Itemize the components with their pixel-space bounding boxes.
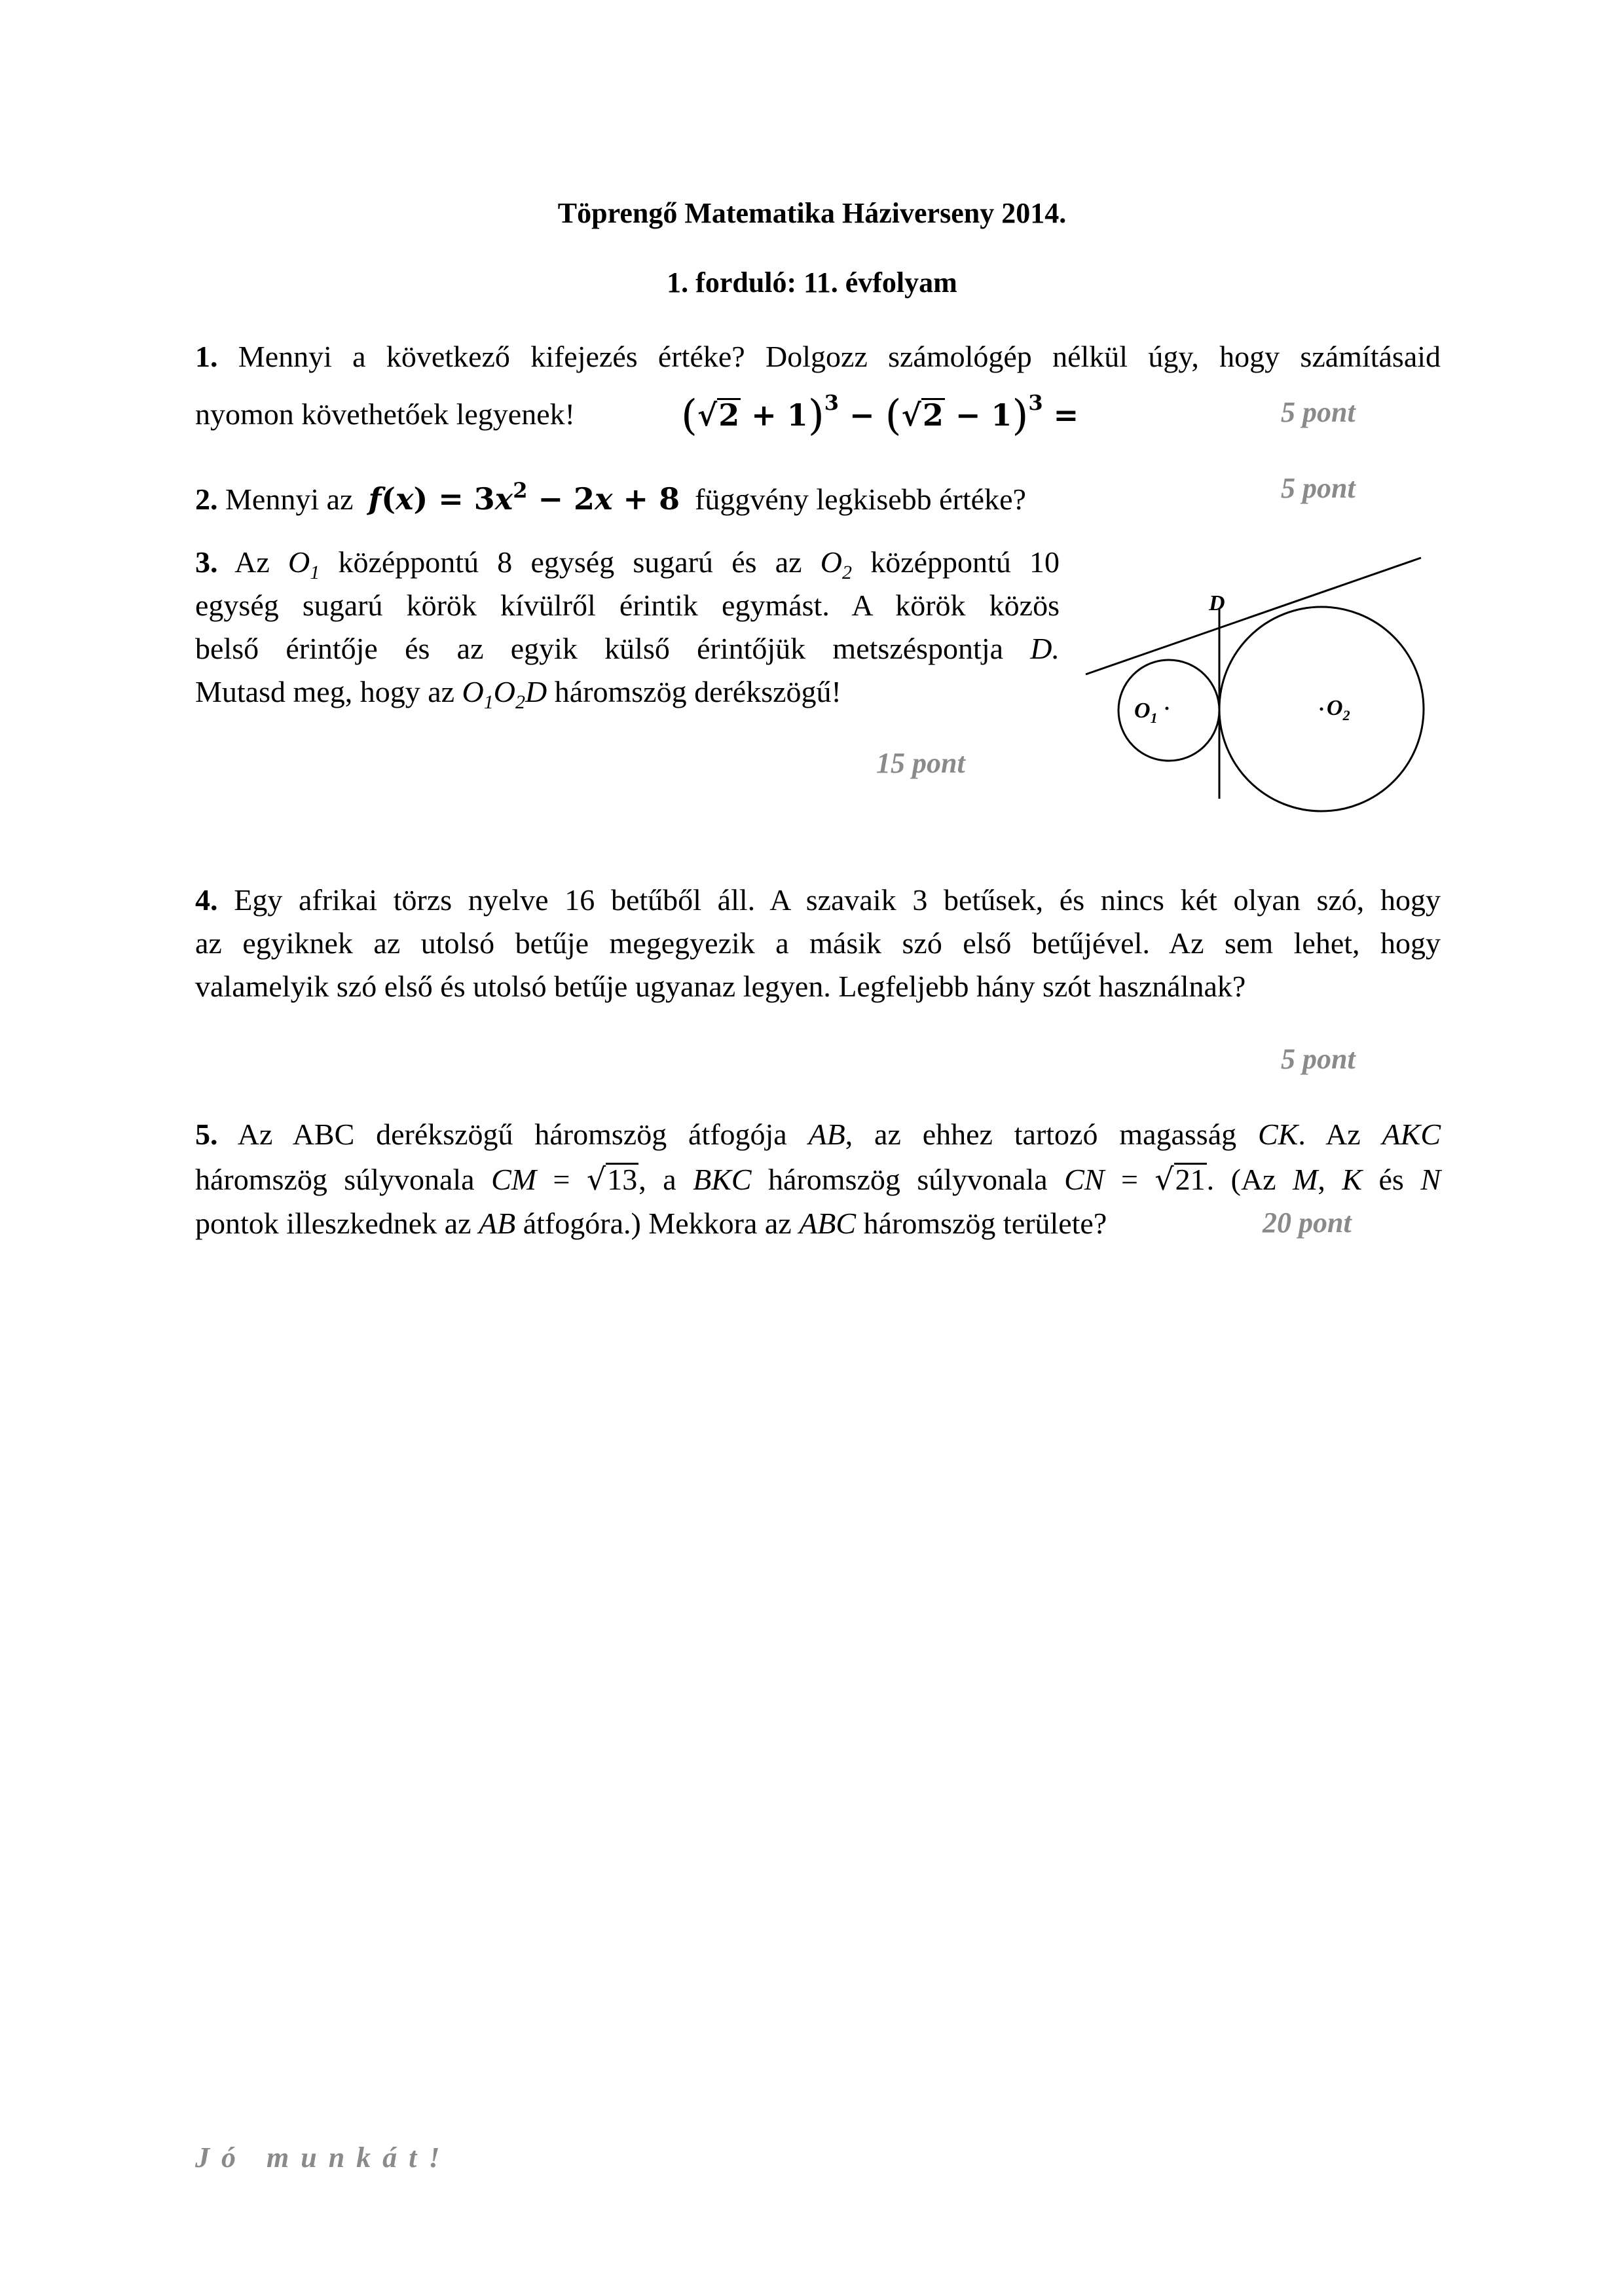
p3-line3-text: belső érintője és az egyik külső érintőjük metszéspontja (195, 632, 1004, 665)
p5-line2-b: , a (638, 1163, 676, 1196)
p5-N: N (1420, 1163, 1441, 1196)
p5-ABC: ABC (799, 1207, 857, 1240)
p5-BKC: BKC (693, 1163, 752, 1196)
tri-O2: O (493, 675, 515, 708)
problem2-text-after: függvény legkisebb értéke? (695, 483, 1026, 516)
p5-text-a: Az ABC derékszögű háromszög átfogója (237, 1118, 787, 1151)
p5-text-b: , az ehhez tartozó magasság (845, 1118, 1237, 1151)
p5-line2-a: háromszög súlyvonala (195, 1163, 475, 1196)
sqrt-sign-13: √ (586, 1161, 606, 1197)
p5-comma: , (1318, 1163, 1325, 1196)
page-subtitle: 1. forduló: 11. évfolyam (667, 266, 957, 299)
problem4-line3: valamelyik szó első és utolsó betűje ugyanaz legyen. Legfeljebb hány szót használnak? (195, 970, 1246, 1003)
p5-line2-c: háromszög súlyvonala (768, 1163, 1048, 1196)
p5-M: M (1293, 1163, 1318, 1196)
p3-D: D. (1030, 632, 1060, 665)
problem5-line3 (195, 1202, 1441, 1245)
problem3-line4: Mutasd meg, hogy az $O_1O_2D$ háromszög derékszögű! (195, 675, 841, 714)
problem4-points: 5 pont (1281, 1043, 1356, 1075)
func-x-2: x (494, 481, 513, 517)
func-part-3: + 𝟖 (612, 481, 680, 517)
center-o1 (1166, 707, 1169, 710)
p5-K: K (1342, 1163, 1363, 1196)
problem4-line2: az egyiknek az utolsó betűje megegyezik a másik szó első betűjével. Az sem lehet, hogy (195, 926, 1441, 960)
problem3-line2: egység sugarú körök kívülről érintik egymást. A körök közös (195, 589, 1060, 622)
problem4-line1 (195, 879, 1441, 922)
p3-O1-sub: 1 (310, 562, 320, 584)
func-x-3: x (595, 481, 613, 517)
p5-line3-b: átfogóra.) Mekkora az (523, 1207, 792, 1240)
func-x: x (396, 481, 414, 517)
label-D: D (1209, 591, 1225, 615)
p3-text-b: középpontú 8 egység sugarú és az (338, 545, 802, 579)
problem2-line (195, 469, 1441, 521)
problem4-text1: Egy afrikai törzs nyelve 16 betűből áll. A szavaik 3 betűsek, és nincs két olyan szó, hogy (234, 883, 1441, 917)
problem2-text-before: Mennyi az (225, 483, 354, 516)
p5-line3-c: háromszög területe? (863, 1207, 1107, 1240)
tri-O1-sub: 1 (483, 691, 494, 714)
radicand-1: 2 (718, 397, 740, 433)
expr-part-2: − 𝟏 (944, 397, 1012, 433)
problem1-line1 (195, 335, 1441, 378)
tangent-circles-figure (1074, 537, 1454, 838)
expr-part-1: + 𝟏 (741, 397, 808, 433)
problem3-number: 3. (195, 545, 218, 579)
p3-text-c: középpontú 10 (870, 545, 1060, 579)
problem2-number: 2. (195, 483, 218, 516)
p5-text-c: . Az (1298, 1118, 1361, 1151)
minus-sign: − (839, 397, 885, 433)
radicand-13: 13 (607, 1163, 638, 1196)
p3-line4-text-b: háromszög derékszögű! (554, 675, 841, 708)
external-tangent-line (1086, 558, 1421, 674)
problem2-function: $f(x) = 𝟑x^2$ − 𝟐x + 𝟖 (368, 478, 680, 517)
p5-AB2: AB (479, 1207, 516, 1240)
label-O2: $O_2$ (1327, 696, 1350, 723)
p5-eq2: = (1104, 1163, 1155, 1196)
problem1-points: 5 pont (1281, 396, 1356, 428)
paren-close-1: ) (807, 392, 824, 440)
func-part-1: ) = 𝟑 (413, 481, 495, 517)
problem1-expression (681, 390, 1079, 440)
problem3-points: 15 pont (876, 747, 965, 779)
problem5-points: 20 pont (1263, 1207, 1352, 1239)
problem5-line2 (195, 1157, 1441, 1201)
p3-O2: O (820, 545, 843, 579)
sqrt-sign-21: √ (1154, 1161, 1174, 1197)
tri-O1: O (462, 675, 484, 708)
problem2-points: 5 pont (1281, 472, 1356, 504)
paren-open-2: ( (885, 392, 902, 440)
paren-close-2: ) (1012, 392, 1029, 440)
func-exponent: 2 (513, 478, 528, 503)
sqrt-sign-1: √ (697, 397, 718, 433)
p5-line3-a: pontok illeszkednek az (195, 1207, 471, 1240)
p5-CM: CM (491, 1163, 537, 1196)
radicand-2: 2 (922, 397, 944, 433)
p5-AKC: AKC (1382, 1118, 1441, 1151)
p5-line2-d: . (Az (1206, 1163, 1276, 1196)
problem4-number: 4. (195, 883, 218, 917)
func-part-2: − 𝟐 (527, 481, 595, 517)
problem5-line1 (195, 1113, 1441, 1156)
func-f: f (368, 481, 382, 517)
p5-CK: CK (1257, 1118, 1299, 1151)
p5-eq1: = (536, 1163, 587, 1196)
problem1-text1: Mennyi a következő kifejezés értéke? Dolgozz számológép nélkül úgy, hogy számításaid (238, 340, 1441, 373)
p5-es: és (1378, 1163, 1404, 1196)
radicand-21: 21 (1175, 1163, 1206, 1196)
closing-text: Jó munkát! (195, 2141, 452, 2174)
problem5-number: 5. (195, 1118, 218, 1151)
p3-O2-sub: 2 (842, 562, 853, 584)
exponent-2: 3 (1028, 390, 1043, 415)
p5-AB: AB (808, 1118, 845, 1151)
sqrt-sign-2: √ (901, 397, 921, 433)
center-o2 (1320, 708, 1323, 711)
label-O1: $O_1$ (1134, 699, 1158, 726)
problem1-number: 1. (195, 340, 218, 373)
p3-O1: O (288, 545, 310, 579)
problem1-text2: nyomon követhetőek legyenek! (195, 397, 575, 431)
tri-O2-sub: 2 (515, 691, 525, 714)
p3-line4-text: Mutasd meg, hogy az (195, 675, 455, 708)
paren-open-1: ( (681, 392, 697, 440)
p5-CN: CN (1064, 1163, 1105, 1196)
page-title: Töprengő Matematika Háziverseny 2014. (557, 197, 1067, 229)
p3-text-a: Az (234, 545, 270, 579)
problem3-line3 (195, 627, 1060, 670)
exponent-1: 3 (824, 390, 840, 415)
equals-sign: = (1043, 397, 1079, 433)
